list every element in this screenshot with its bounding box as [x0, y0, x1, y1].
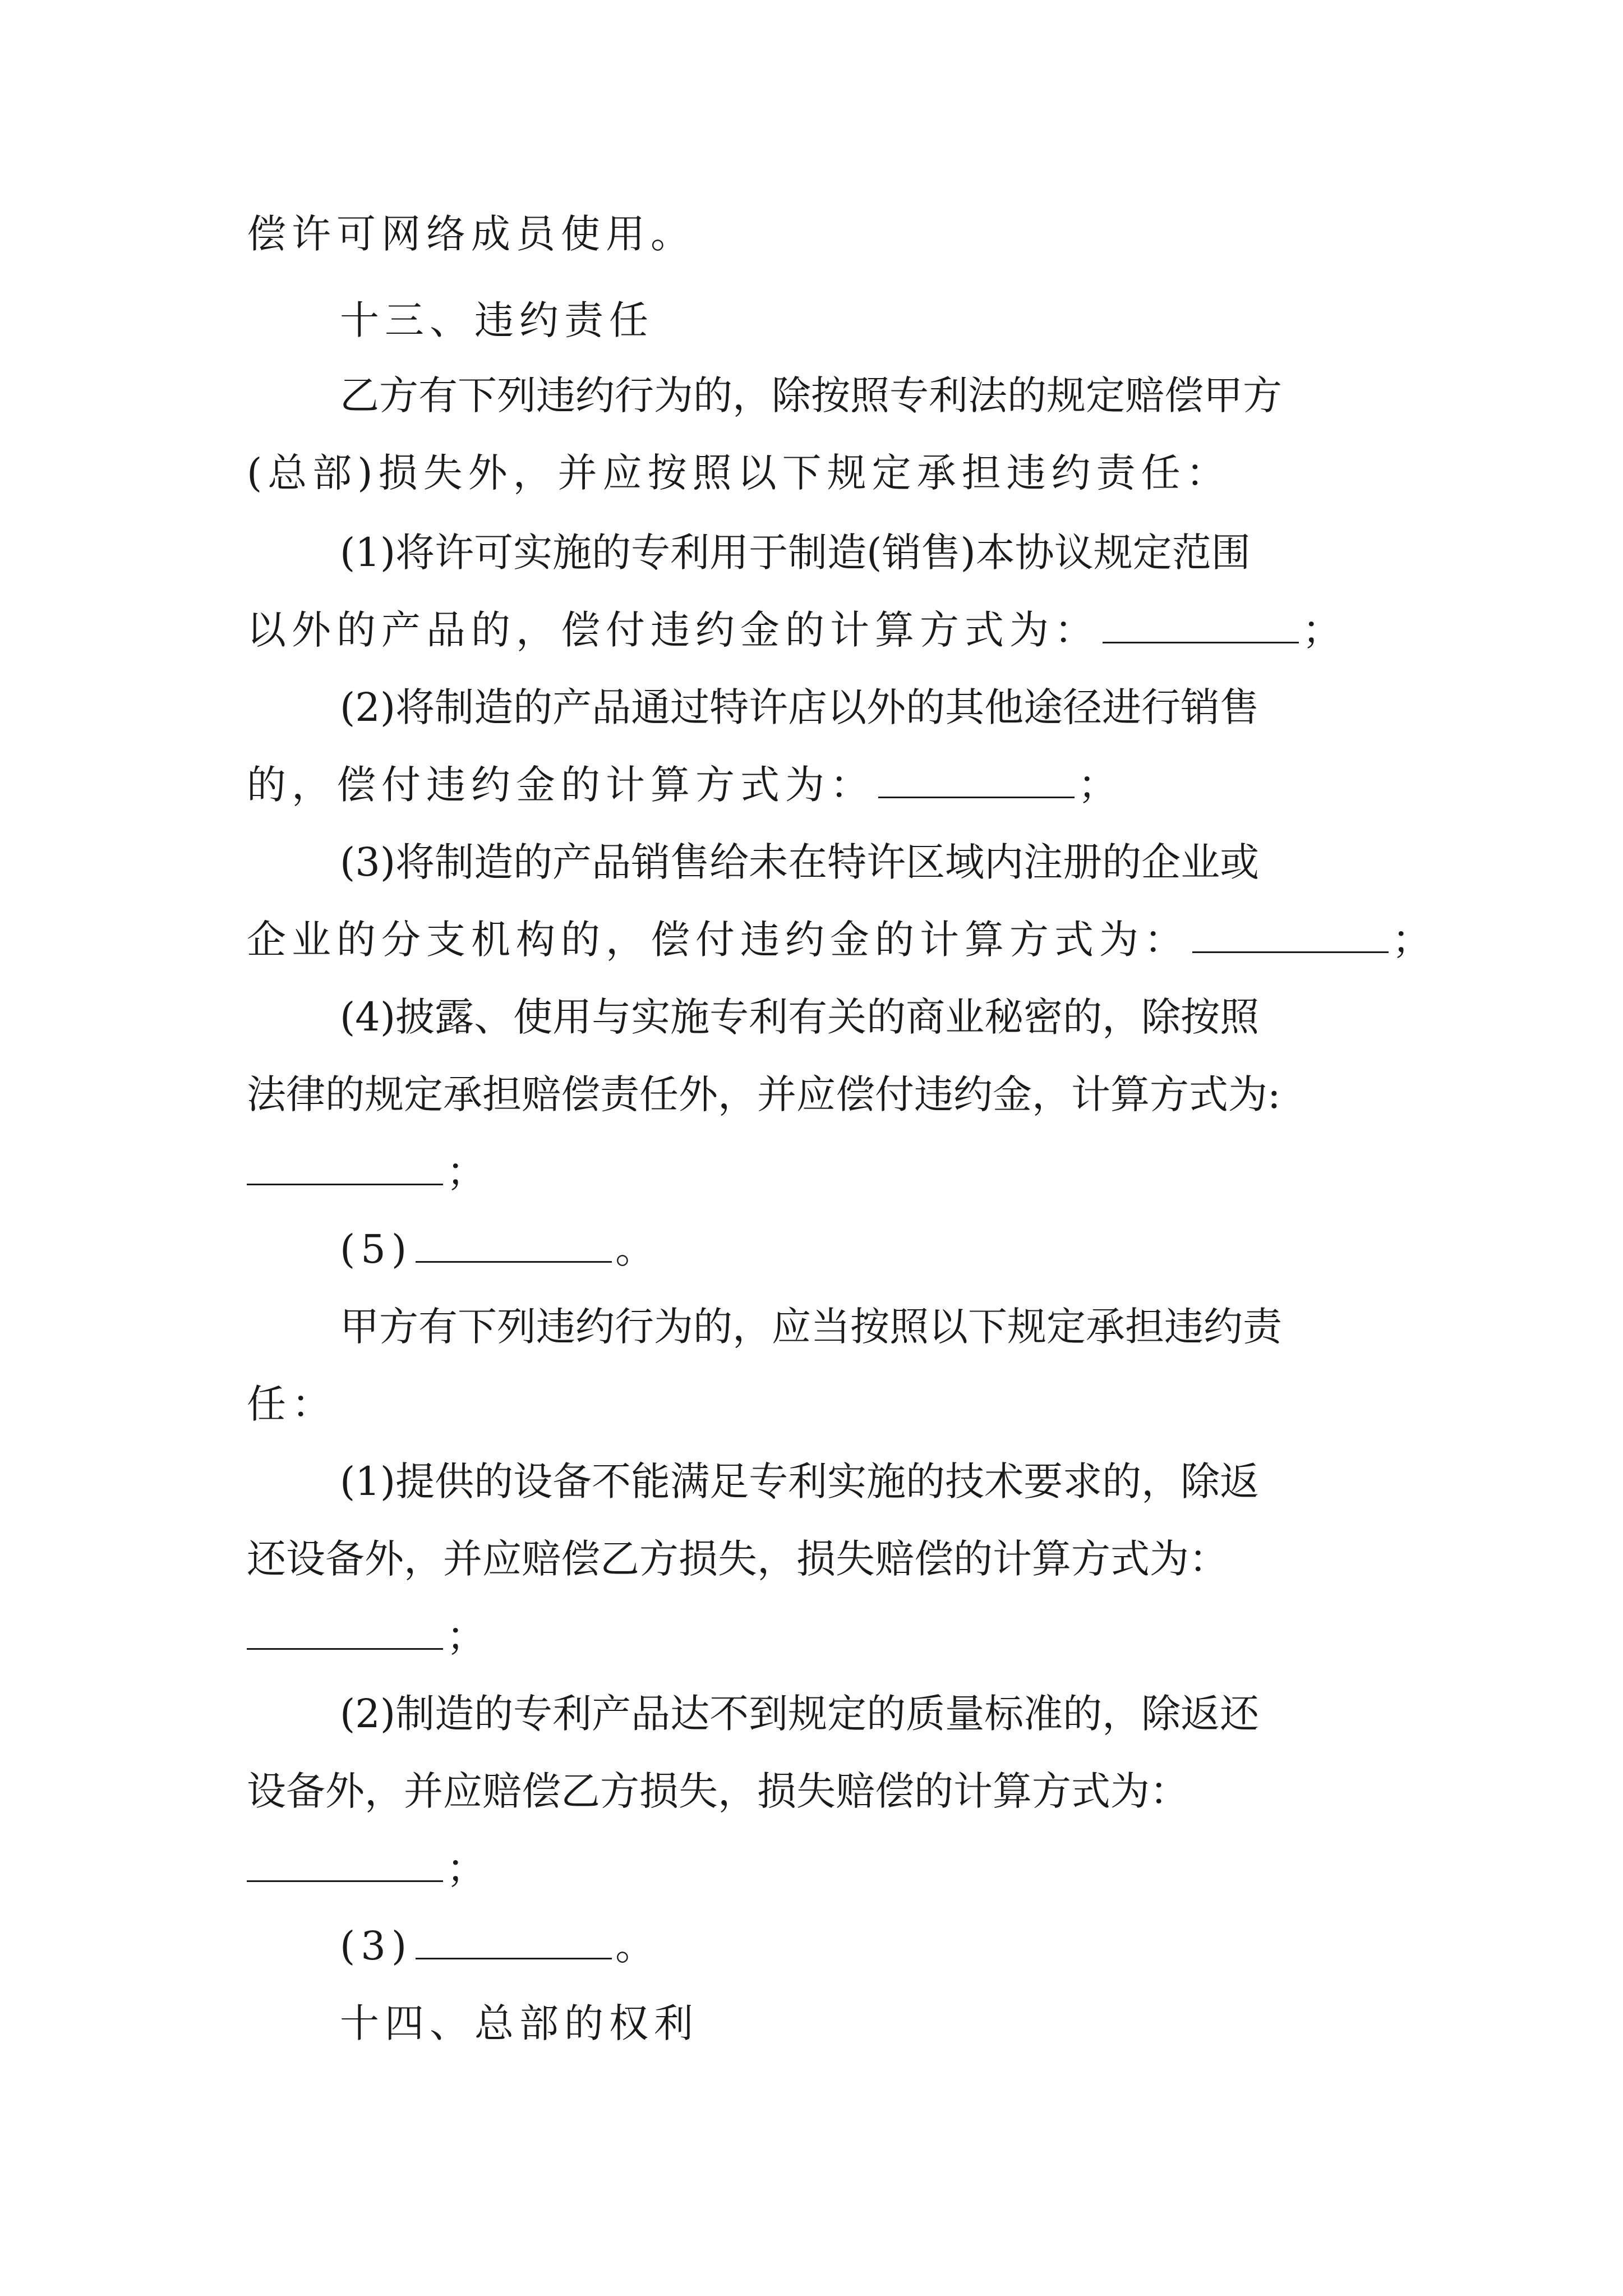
period: 。: [615, 1226, 661, 1272]
text-content: (2)制造的专利产品达不到规定的质量标准的，除返还: [340, 1691, 1260, 1737]
fill-in-blank[interactable]: [1192, 918, 1389, 953]
section-heading: [340, 1993, 699, 2054]
fill-in-blank[interactable]: [416, 1924, 612, 1959]
clause-line: [340, 1451, 1382, 1512]
text-content: 设备外，并应赔偿乙方损失，损失赔偿的计算方式为：: [247, 1768, 1189, 1814]
fill-in-blank[interactable]: [1103, 608, 1299, 643]
text-content: 法律的规定承担赔偿责任外，并应偿付违约金，计算方式为:: [247, 1071, 1281, 1117]
clause-line: [247, 1760, 1382, 1822]
text-line: [340, 365, 1382, 426]
text-content: 任：: [247, 1381, 336, 1427]
semicolon: ；: [446, 1613, 491, 1659]
text-line: [247, 442, 1231, 504]
text-content: 以外的产品的，偿付违约金的计算方式为：: [247, 607, 1099, 653]
fill-in-blank[interactable]: [416, 1227, 612, 1263]
clause-line: [340, 831, 1382, 893]
clause-number: (5): [340, 1226, 413, 1272]
text-line: [247, 203, 695, 265]
text-content: 甲方有下列违约行为的，应当按照以下规定承担违约责: [340, 1304, 1282, 1350]
text-content: 乙方有下列违约行为的，除按照专利法的规定赔偿甲方: [340, 372, 1282, 418]
text-content: (2)将制造的产品通过特许店以外的其他途径进行销售: [340, 684, 1260, 730]
clause-line: [247, 754, 1123, 816]
semicolon: ；: [1302, 607, 1347, 653]
clause-line: [340, 522, 1382, 583]
section-heading: [340, 289, 654, 351]
fill-in-blank[interactable]: [247, 1150, 443, 1185]
clause-line: [340, 677, 1382, 738]
text-content: (3)将制造的产品销售给未在特许区域内注册的企业或: [340, 839, 1260, 885]
clause-number: (3): [340, 1923, 413, 1969]
blank-line: [247, 1141, 491, 1203]
text-content: (4)披露、使用与实施专利有关的商业秘密的，除按照: [340, 994, 1260, 1040]
period: 。: [615, 1923, 661, 1969]
clause-line: [247, 1528, 1382, 1590]
clause-line: [247, 909, 1437, 970]
fill-in-blank[interactable]: [247, 1614, 443, 1650]
heading-text: 十三、违约责任: [340, 297, 654, 343]
semicolon: ；: [446, 1149, 491, 1195]
clause-line: [247, 599, 1347, 661]
blank-line: [247, 1605, 491, 1667]
semicolon: ；: [1078, 762, 1123, 808]
clause-line: [340, 986, 1382, 1048]
fill-in-blank[interactable]: [878, 763, 1075, 798]
clause-line: [340, 1683, 1382, 1745]
fill-in-blank[interactable]: [247, 1847, 443, 1882]
semicolon: ；: [446, 1846, 491, 1892]
blank-line: [247, 1838, 491, 1899]
text-content: 偿许可网络成员使用。: [247, 211, 695, 257]
clause-line: [247, 1064, 1382, 1125]
clause-line: [340, 1218, 660, 1280]
text-content: 的，偿付违约金的计算方式为：: [247, 762, 875, 808]
text-content: (1)提供的设备不能满足专利实施的技术要求的，除返: [340, 1458, 1260, 1504]
text-content: 企业的分支机构的，偿付违约金的计算方式为：: [247, 917, 1189, 963]
text-content: (总部)损失外，并应按照以下规定承担违约责任：: [247, 450, 1231, 496]
clause-line: [340, 1915, 660, 1977]
text-content: (1)将许可实施的专利用于制造(销售)本协议规定范围: [340, 530, 1251, 576]
text-line: [247, 1373, 336, 1435]
semicolon: ；: [1392, 917, 1437, 963]
text-line: [340, 1296, 1382, 1358]
heading-text: 十四、总部的权利: [340, 2000, 699, 2046]
text-content: 还设备外，并应赔偿乙方损失，损失赔偿的计算方式为：: [247, 1536, 1228, 1582]
